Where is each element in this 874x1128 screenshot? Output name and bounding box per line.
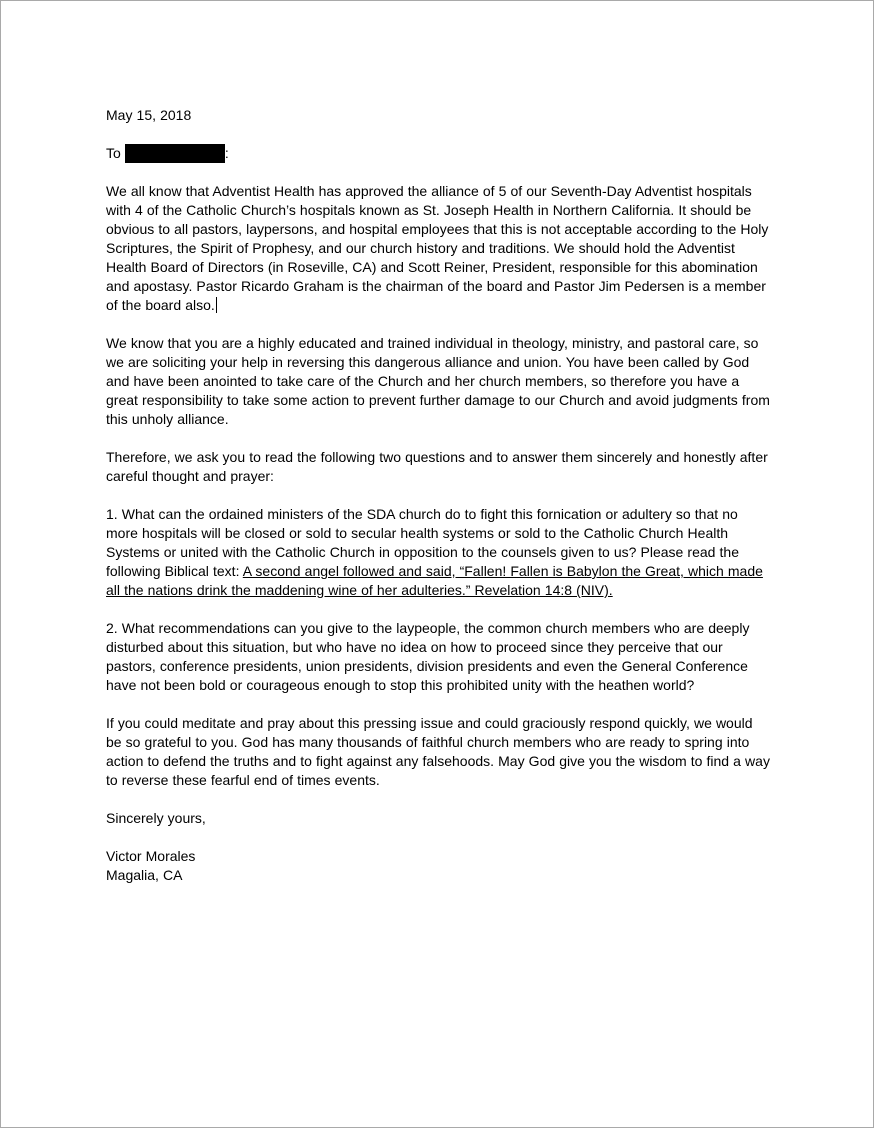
paragraph-alliance-text: We all know that Adventist Health has approved the alliance of 5 of our Seventh-Day Adventist hospitals with 4 of the Catholic Church’s hospitals known as St. Joseph Health in Northern California. It should be obvious to all pastors, laypersons, and hospital employees that this is not acceptable according to the Holy Scriptures, the Spirit of Prophesy, and our church history and traditions. We should hold the Adventist Health Board of Directors (in Roseville, CA) and Scott Reiner, President, responsible for this abomination and apostasy. Pastor Ricardo Graham is the chairman of the board and Pastor Jim Pedersen is a member of the board also.: [106, 183, 769, 313]
question-1-text: 1. What can the ordained ministers of the SDA church do to fight this fornication or adultery so that no more hospitals will be closed or sold to secular health systems or sold to the Catholic Church Health Systems or united with the Catholic Church in opposition to the counsels given to us? Please read the following Biblical text:: [106, 506, 739, 579]
sender-name: Victor Morales: [106, 848, 196, 864]
paragraph-alliance: [106, 182, 772, 315]
letter-body: [106, 106, 772, 885]
salutation-line: [106, 144, 772, 163]
question-2: 2. What recommendations can you give to the laypeople, the common church members who are deeply disturbed about this situation, but who have no idea on how to proceed since they perceive that our pastors, conference presidents, union presidents, division presidents and even the General Conference have not been bold or courageous enough to stop this prohibited unity with the heathen world?: [106, 620, 750, 693]
signoff: Sincerely yours,: [106, 810, 206, 826]
bible-quote-revelation: A second angel followed and said, “Fallen! Fallen is Babylon the Great, which made all the nations drink the maddening wine of her adulteries.” Revelation 14:8 (NIV).: [106, 563, 763, 598]
paragraph-request: Therefore, we ask you to read the following two questions and to answer them sincerely and honestly after careful thought and prayer:: [106, 449, 768, 484]
salutation-prefix: To: [106, 145, 125, 161]
salutation-colon: :: [224, 145, 229, 161]
paragraph-solicitation: We know that you are a highly educated and trained individual in theology, ministry, and pastoral care, so we are soliciting your help in reversing this dangerous alliance and union. You have been called by God and have been anointed to take care of the Church and her church members, so therefore you have a great responsibility to take some action to prevent further damage to our Church and avoid judgments from this unholy alliance.: [106, 335, 770, 427]
text-cursor: [216, 297, 217, 313]
question-1: [106, 505, 772, 600]
sender-location: Magalia, CA: [106, 867, 183, 883]
paragraph-closing: If you could meditate and pray about this pressing issue and could graciously respond quickly, we would be so grateful to you. God has many thousands of faithful church members who are ready to spring into action to defend the truths and to fight against any falsehoods. May God give you the wisdom to find a way to reverse these fearful end of times events.: [106, 715, 770, 788]
letter-date: May 15, 2018: [106, 107, 192, 123]
redacted-recipient-name: [125, 144, 225, 163]
